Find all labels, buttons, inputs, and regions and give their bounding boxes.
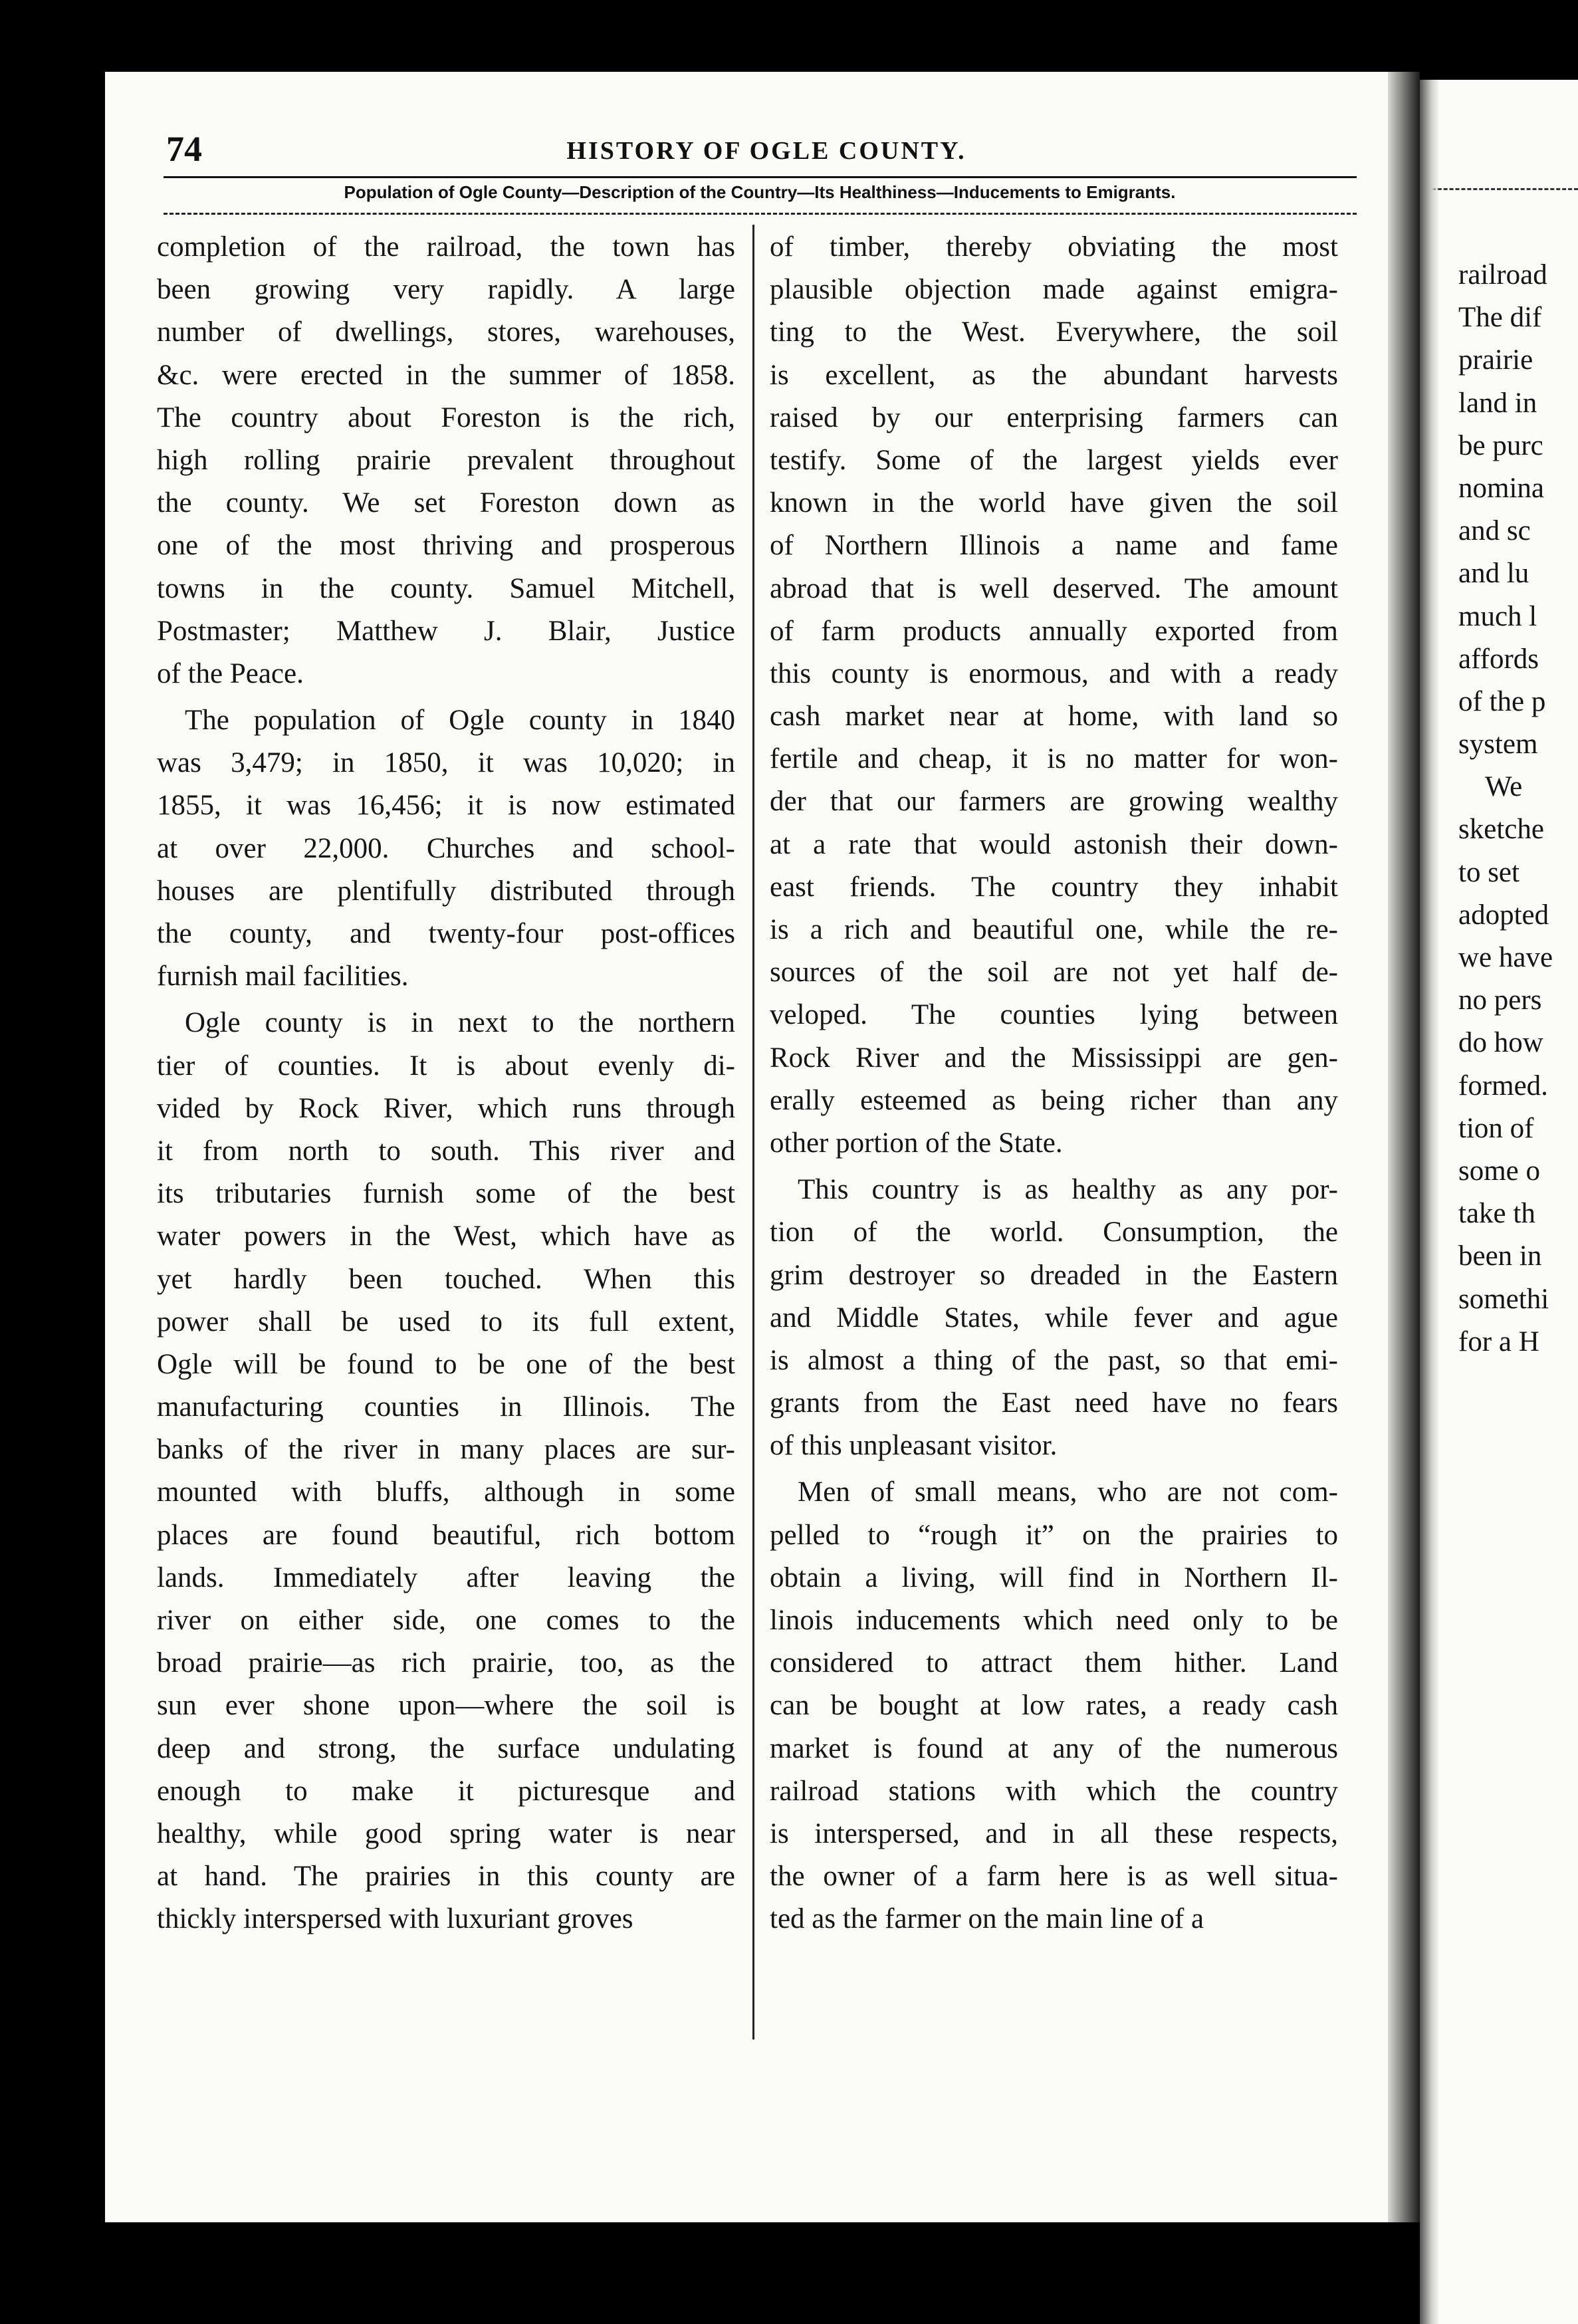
text-line: tier of counties. It is about evenly di-: [157, 1050, 735, 1082]
text-line: been growing very rapidly. A large: [157, 274, 735, 306]
text-line: high rolling prairie prevalent throughout: [157, 444, 735, 476]
left-text-column: [157, 226, 735, 1941]
paragraph: [157, 699, 735, 998]
text-line: 1855, it was 16,456; it is now estimated: [157, 790, 735, 822]
text-line: The country about Foreston is the rich,: [157, 402, 735, 433]
text-line: completion of the railroad, the town has: [157, 231, 735, 263]
text-line: river on either side, one comes to the: [157, 1605, 735, 1636]
text-line: deep and strong, the surface undulating: [157, 1732, 735, 1764]
text-line: cash market near at home, with land so: [770, 701, 1338, 733]
text-line: sources of the soil are not yet half de-: [770, 957, 1338, 988]
text-line: the county. We set Foreston down as: [157, 487, 735, 519]
text-line: the owner of a farm here is as well situa-: [770, 1861, 1338, 1893]
text-line: of this unpleasant visitor.: [770, 1430, 1058, 1462]
book-title: HISTORY OF OGLE COUNTY.: [566, 137, 966, 165]
header-rule-bottom: [164, 213, 1357, 215]
text-line: towns in the county. Samuel Mitchell,: [157, 572, 735, 604]
facing-page-line: of the p: [1458, 685, 1546, 717]
text-line: at a rate that would astonish their down-: [770, 828, 1338, 860]
paragraph: [770, 226, 1338, 1165]
text-line: Rock River and the Mississippi are gen-: [770, 1042, 1338, 1074]
facing-page-line: some o: [1458, 1155, 1541, 1187]
facing-page-line: system: [1458, 729, 1538, 760]
text-line: banks of the river in many places are sur-: [157, 1434, 735, 1466]
text-line: Postmaster; Matthew J. Blair, Justice: [157, 615, 735, 647]
paragraph: [157, 226, 735, 695]
column-divider: [752, 225, 754, 2039]
text-line: of the Peace.: [157, 657, 304, 689]
text-line: Men of small means, who are not com-: [798, 1476, 1338, 1508]
text-line: one of the most thriving and prosperous: [157, 530, 735, 562]
text-line: thickly interspersed with luxuriant groves: [157, 1903, 633, 1935]
facing-page-line: we have: [1458, 942, 1553, 973]
facing-page-line: and sc: [1458, 515, 1531, 547]
text-line: manufacturing counties in Illinois. The: [157, 1391, 735, 1423]
facing-page-line: take th: [1458, 1198, 1535, 1230]
text-line: erally esteemed as being richer than any: [770, 1084, 1338, 1116]
page-number: 74: [166, 129, 202, 169]
text-line: tion of the world. Consumption, the: [770, 1217, 1338, 1248]
text-line: houses are plentifully distributed through: [157, 875, 735, 907]
facing-page-line: land in: [1458, 387, 1537, 419]
text-line: was 3,479; in 1850, it was 10,020; in: [157, 747, 735, 779]
text-line: can be bought at low rates, a ready cash: [770, 1690, 1338, 1722]
text-line: is a rich and beautiful one, while the re-: [770, 914, 1338, 945]
text-line: der that our farmers are growing wealthy: [770, 786, 1338, 818]
text-line: is excellent, as the abundant harvests: [770, 359, 1338, 391]
text-line: it from north to south. This river and: [157, 1135, 735, 1167]
paragraph: [770, 1471, 1338, 1940]
running-head: [105, 128, 1388, 175]
text-line: raised by our enterprising farmers can: [770, 402, 1338, 433]
text-line: the county, and twenty-four post-offices: [157, 918, 735, 949]
text-line: water powers in the West, which have as: [157, 1220, 735, 1252]
text-line: furnish mail facilities.: [157, 961, 409, 992]
text-line: is interspersed, and in all these respects,: [770, 1817, 1338, 1849]
facing-page-line: sketche: [1458, 814, 1544, 846]
text-line: east friends. The country they inhabit: [770, 871, 1338, 903]
text-line: and Middle States, while fever and ague: [770, 1302, 1338, 1334]
facing-page-header-rule: [1420, 188, 1578, 190]
text-line: known in the world have given the soil: [770, 487, 1338, 519]
text-line: at over 22,000. Churches and school-: [157, 832, 735, 864]
book-page: [105, 72, 1388, 2222]
text-line: ted as the farmer on the main line of a: [770, 1903, 1204, 1935]
text-line: mounted with bluffs, although in some: [157, 1476, 735, 1508]
text-line: broad prairie—as rich prairie, too, as the: [157, 1647, 735, 1679]
facing-page-line: for a H: [1458, 1326, 1539, 1357]
text-line: ting to the West. Everywhere, the soil: [770, 316, 1338, 348]
facing-page-line: be purc: [1458, 429, 1543, 461]
text-line: abroad that is well deserved. The amount: [770, 572, 1338, 604]
facing-page-line: much l: [1458, 600, 1537, 632]
facing-page-line: railroad: [1458, 259, 1547, 290]
page-gutter-shadow: [1388, 72, 1420, 2222]
text-line: sun ever shone upon—where the soil is: [157, 1690, 735, 1722]
paragraph: [770, 1169, 1338, 1467]
text-line: vided by Rock River, which runs through: [157, 1092, 735, 1124]
paragraph: [157, 1002, 735, 1940]
facing-page-line: nomina: [1458, 472, 1544, 504]
text-line: Ogle will be found to be one of the best: [157, 1348, 735, 1380]
text-line: Ogle county is in next to the northern: [185, 1007, 735, 1039]
facing-page: [1420, 80, 1578, 2324]
facing-page-line: The dif: [1458, 302, 1542, 334]
text-line: considered to attract them hither. Land: [770, 1647, 1338, 1679]
text-line: fertile and cheap, it is no matter for won-: [770, 743, 1338, 775]
facing-page-gutter: [1420, 80, 1440, 2324]
header-rule-top: [164, 176, 1357, 178]
facing-page-line: do how: [1458, 1027, 1543, 1059]
text-line: lands. Immediately after leaving the: [157, 1562, 735, 1593]
facing-page-line: formed.: [1458, 1070, 1548, 1102]
facing-page-line: and lu: [1458, 558, 1529, 590]
right-text-column: [770, 226, 1338, 1941]
facing-page-line: somethi: [1458, 1283, 1549, 1315]
text-line: grim destroyer so dreaded in the Eastern: [770, 1259, 1338, 1291]
text-line: power shall be used to its full extent,: [157, 1306, 735, 1337]
text-line: places are found beautiful, rich bottom: [157, 1519, 735, 1551]
text-line: of timber, thereby obviating the most: [770, 231, 1338, 263]
text-line: this county is enormous, and with a ready: [770, 657, 1338, 689]
text-line: &c. were erected in the summer of 1858.: [157, 359, 735, 391]
text-line: pelled to “rough it” on the prairies to: [770, 1519, 1338, 1551]
text-line: veloped. The counties lying between: [770, 999, 1338, 1031]
text-line: of Northern Illinois a name and fame: [770, 530, 1338, 562]
text-line: railroad stations with which the country: [770, 1775, 1338, 1807]
facing-page-line: prairie: [1458, 344, 1533, 376]
text-line: plausible objection made against emigra-: [770, 274, 1338, 306]
text-line: yet hardly been touched. When this: [157, 1263, 735, 1295]
facing-page-line: to set: [1458, 856, 1520, 888]
text-line: market is found at any of the numerous: [770, 1732, 1338, 1764]
text-line: testify. Some of the largest yields ever: [770, 444, 1338, 476]
facing-page-line: tion of: [1458, 1112, 1534, 1144]
text-line: number of dwellings, stores, warehouses,: [157, 316, 735, 348]
text-line: at hand. The prairies in this county are: [157, 1861, 735, 1893]
section-subtitle: Population of Ogle County—Description of the Country—Its Healthiness—Inducements to Emigrants.: [344, 182, 1176, 202]
text-line: enough to make it picturesque and: [157, 1775, 735, 1807]
facing-page-line: affords: [1458, 643, 1539, 675]
text-line: its tributaries furnish some of the best: [157, 1178, 735, 1210]
text-line: obtain a living, will find in Northern Il-: [770, 1562, 1338, 1593]
text-line: healthy, while good spring water is near: [157, 1817, 735, 1849]
facing-page-line: We: [1485, 771, 1523, 803]
facing-page-line: no pers: [1458, 985, 1542, 1016]
text-line: linois inducements which need only to be: [770, 1605, 1338, 1636]
text-line: The population of Ogle county in 1840: [185, 705, 735, 737]
text-line: grants from the East need have no fears: [770, 1387, 1338, 1419]
facing-page-line: been in: [1458, 1240, 1542, 1272]
text-line: of farm products annually exported from: [770, 615, 1338, 647]
facing-page-line: adopted: [1458, 899, 1549, 931]
facing-page-text-fragment: [1458, 254, 1578, 1363]
text-line: This country is as healthy as any por-: [798, 1174, 1338, 1206]
text-line: is almost a thing of the past, so that emi-: [770, 1344, 1338, 1376]
text-line: other portion of the State.: [770, 1127, 1063, 1159]
